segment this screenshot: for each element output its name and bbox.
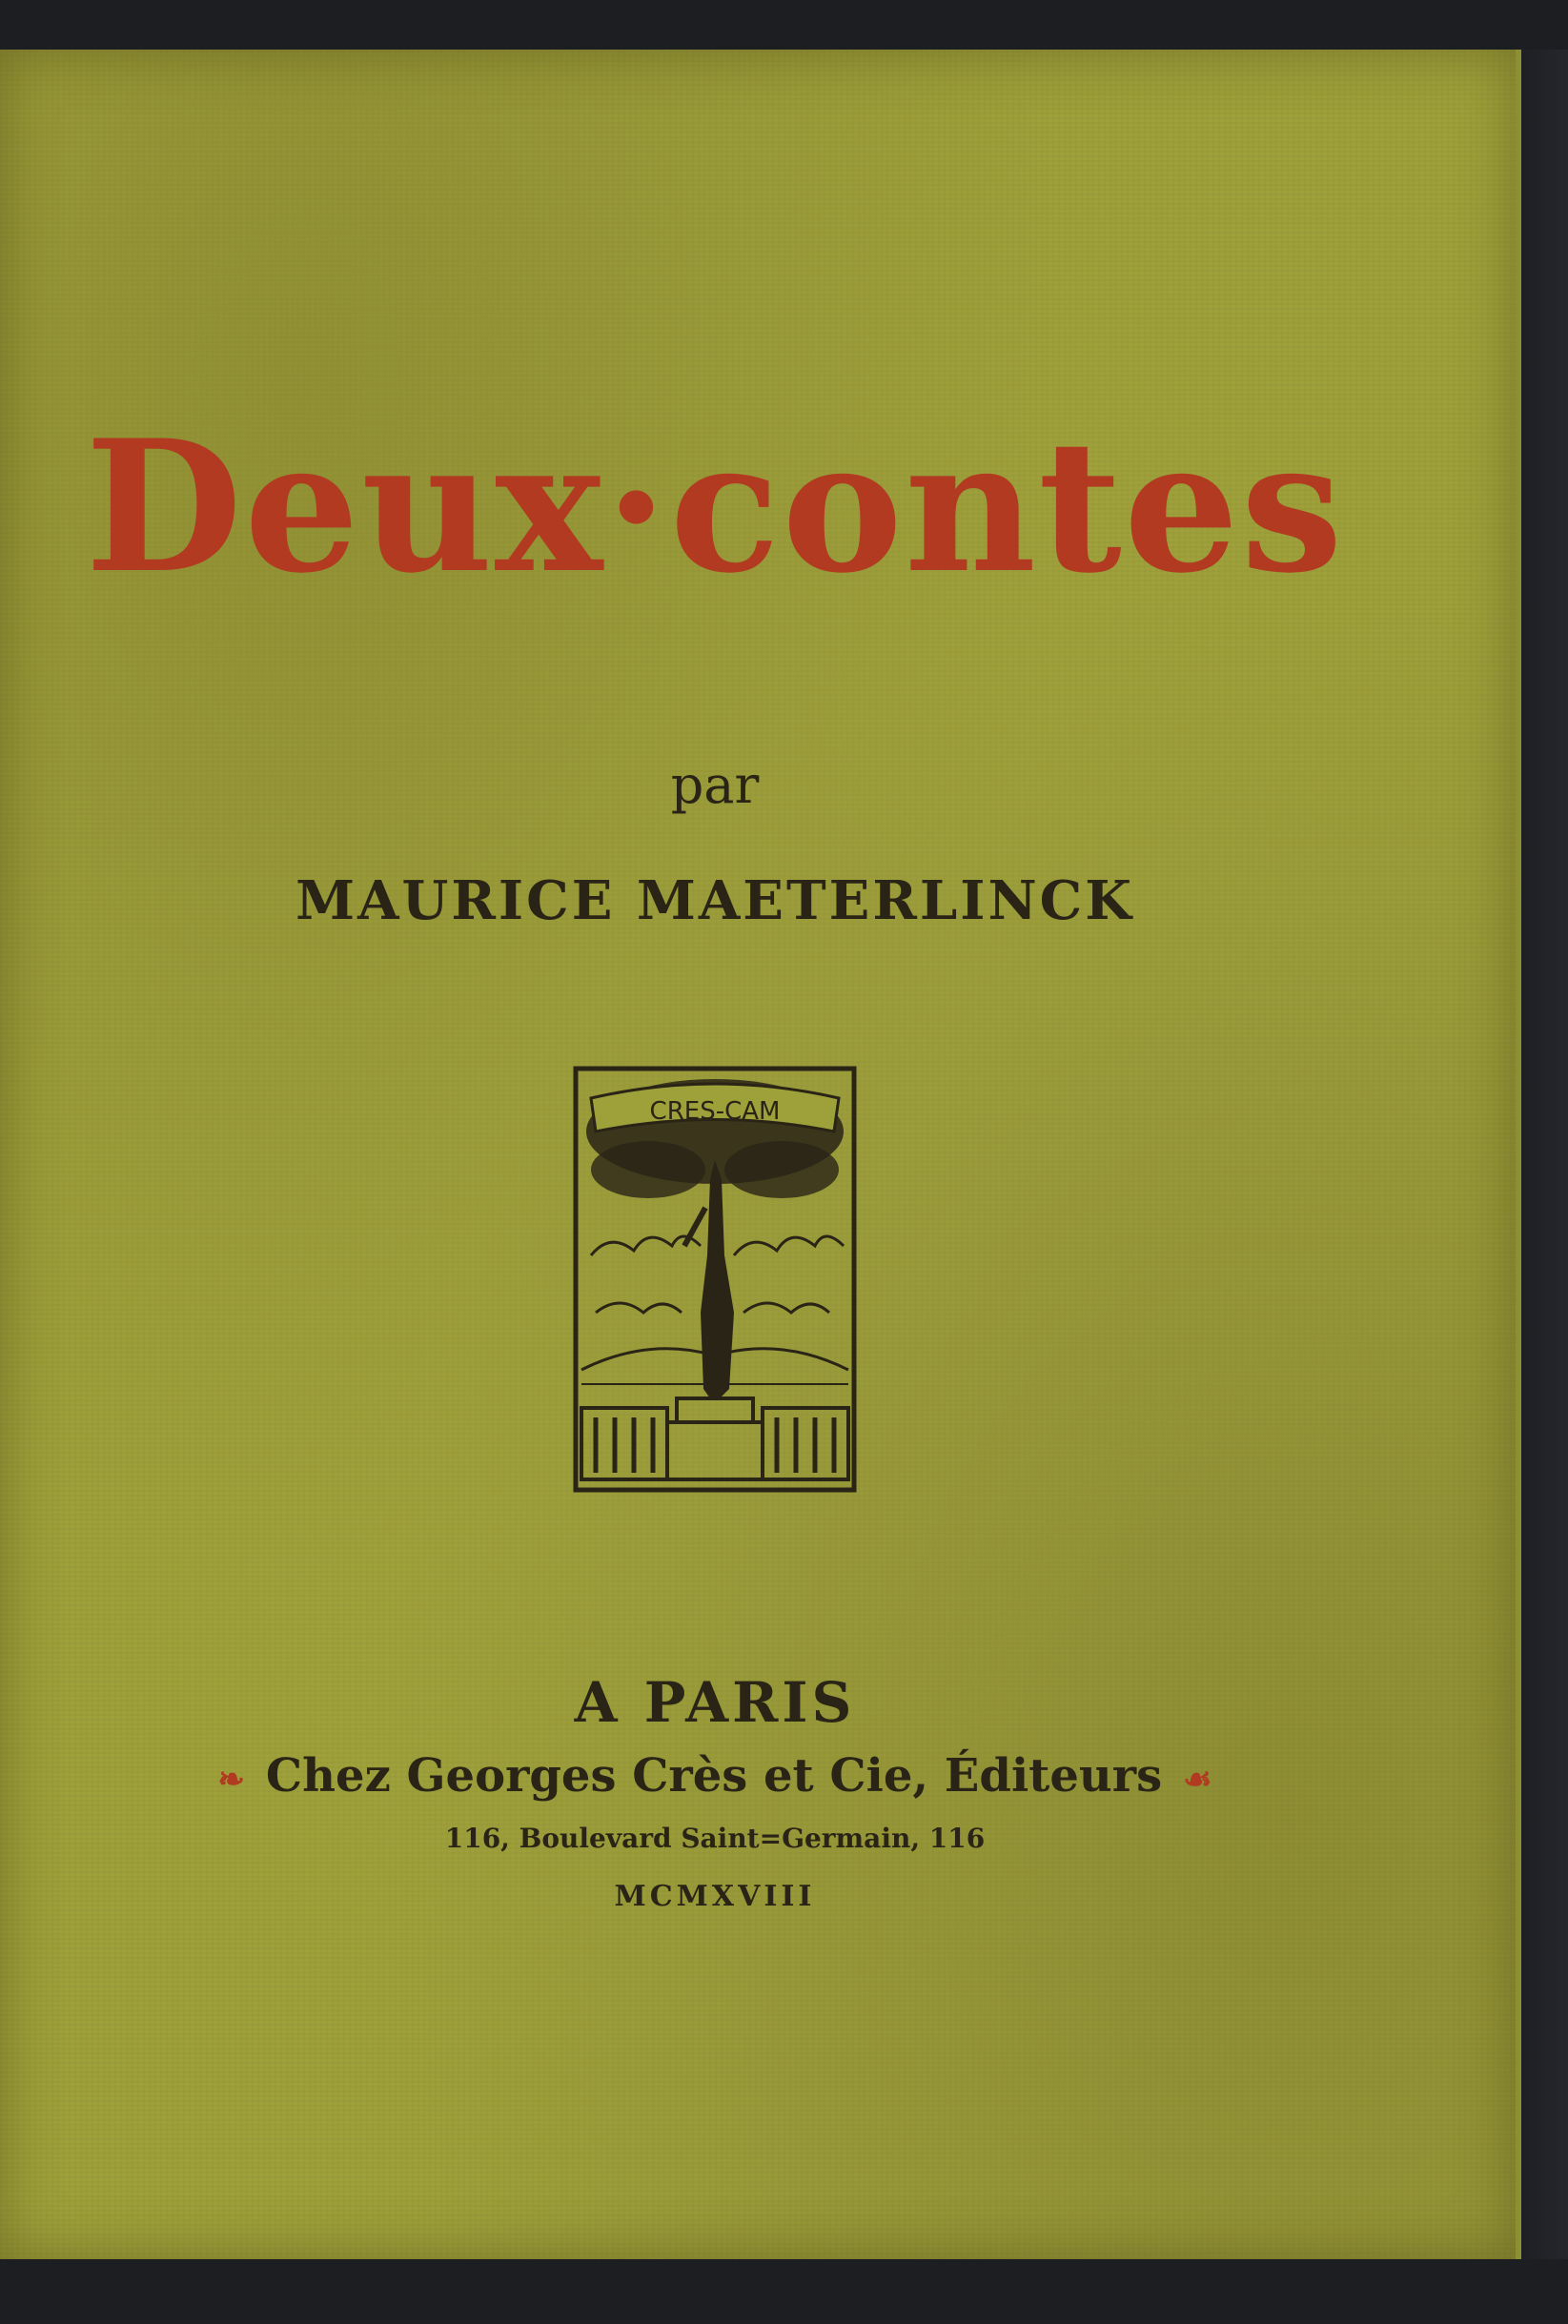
publisher-name: Chez Georges Crès et Cie, Éditeurs — [265, 1749, 1163, 1803]
cloud-right — [734, 1236, 844, 1255]
book-cover — [0, 50, 1521, 2259]
author-name: MAURICE MAETERLINCK — [295, 869, 1134, 932]
publisher-address: 116, Boulevard Saint=Germain, 116 — [444, 1823, 986, 1854]
ornament-right-icon: ☙ — [1183, 1760, 1212, 1799]
publisher-line — [0, 1749, 1430, 1803]
figure — [701, 1160, 734, 1398]
cloud-left — [591, 1236, 701, 1255]
balusters — [596, 1417, 834, 1473]
pedestal-base — [667, 1422, 763, 1479]
book-title: Deux·contes — [85, 400, 1345, 613]
cloud-low-left — [596, 1303, 682, 1313]
ornament-left-icon: ❧ — [217, 1760, 245, 1799]
publisher-mark — [572, 1065, 858, 1494]
publication-year: MCMXVIII — [614, 1880, 816, 1913]
tree-foliage-left — [591, 1141, 705, 1198]
tree-foliage-right — [724, 1141, 839, 1198]
publication-city: A PARIS — [574, 1670, 856, 1735]
cloud-low-right — [743, 1303, 829, 1313]
mark-banner-text: CRES-CAM — [649, 1097, 781, 1126]
byline-par: par — [670, 755, 760, 815]
pedestal-top — [677, 1398, 753, 1422]
book-edge — [1516, 50, 1568, 2259]
